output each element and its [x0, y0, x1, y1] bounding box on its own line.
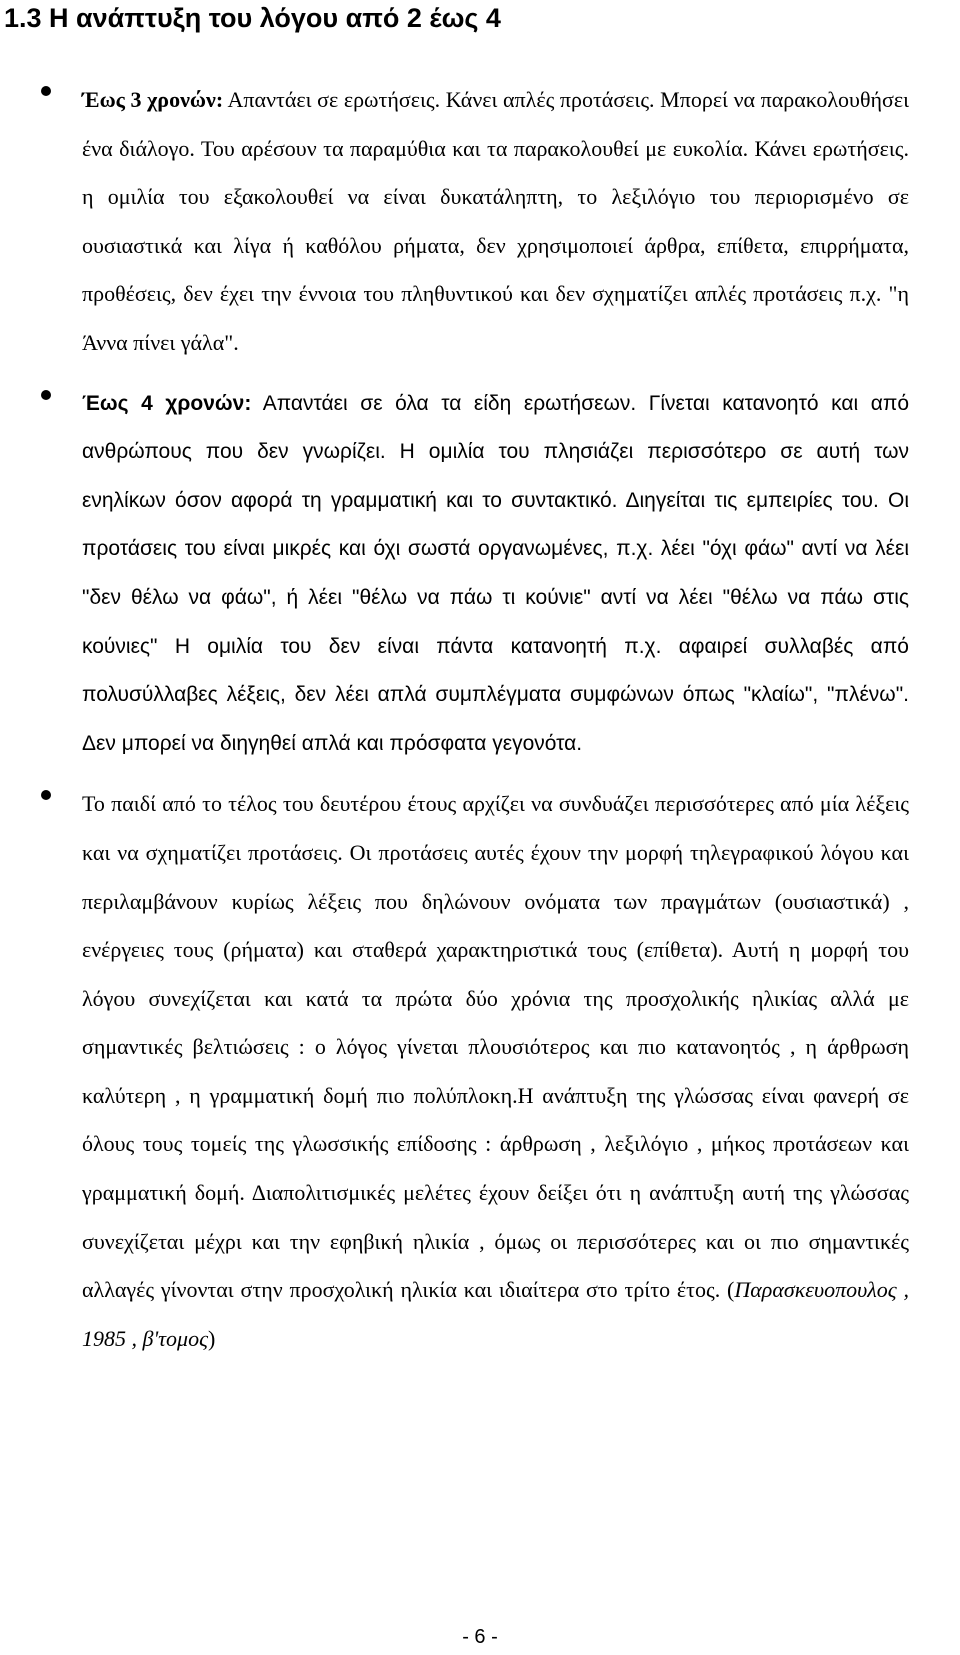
bullet-item-age-3: [0, 76, 909, 368]
bullet-item-development: [0, 780, 909, 1363]
bullet-body: Το παιδί από το τέλος του δευτέρου έτους αρχίζει να συνδυάζει περισσότερες από μία λέξεις και να σχηματίζει προτάσεις. Οι προτάσεις αυτές έχουν την μορφή τηλεγραφικού λόγου και περιλαμβάνουν κυρίως λέξεις που δηλώνουν ονόματα των πραγμάτων (ουσιαστικά) , ενέργειες τους (ρήματα) και σταθερά χαρακτηριστικά τους (επίθετα). Αυτή η μορφή του λόγου συνεχίζεται και κατά τα πρώτα δύο χρόνια της προσχολικής ηλικίας αλλά με σημαντικές βελτιώσεις : ο λόγος γίνεται πλουσιότερος και πιο κατανοητός , η άρθρωση καλύτερη , η γραμματική δομή πιο πολύπλοκη.Η ανάπτυξη της γλώσσας είναι φανερή σε όλους τους τομείς της γλωσσικής επίδοσης : άρθρωση , λεξιλόγιο , μήκος προτάσεων και γραμματική δομή. Διαπολιτισμικές μελέτες έχουν δείξει ότι η ανάπτυξη αυτή της γλώσσας συνεχίζεται μέχρι και την εφηβική ηλικία , όμως οι περισσότερες και οι πιο σημαντικές αλλαγές γίνονται στην προσχολική ηλικία και ιδιαίτερα στο τρίτο έτος. (: [82, 791, 909, 1303]
section-title: 1.3 Η ανάπτυξη του λόγου από 2 έως 4: [4, 3, 501, 33]
bullet-text: [82, 380, 909, 769]
bullet-list: [0, 76, 960, 1363]
bullet-text: [82, 780, 909, 1363]
bullet-dot-icon: [41, 390, 51, 400]
page-number: - 6 -: [462, 1626, 498, 1648]
bullet-lead: Έως 4 χρονών:: [82, 391, 252, 415]
bullet-item-age-4: [0, 380, 909, 769]
citation-close: ): [208, 1325, 216, 1351]
bullet-dot-icon: [41, 86, 51, 96]
bullet-body: Απαντάει σε όλα τα είδη ερωτήσεων. Γίνεται κατανοητό και από ανθρώπους που δεν γνωρίζει. Η ομιλία του πλησιάζει περισσότερο σε αυτή των ενηλίκων όσον αφορά τη γραμματική και το συντακτικό. Διηγείται τις εμπειρίες του. Οι προτάσεις του είναι μικρές και όχι σωστά οργανωμένες, π.χ. λέει "όχι φάω" αντί να λέει "δεν θέλω να φάω", ή λέει "θέλω να πάω τι κούνιε" αντί να λέει "θέλω να πάω στις κούνιες" Η ομιλία του δεν είναι πάντα κατανοητή π.χ. αφαιρεί συλλαβές από πολυσύλλαβες λέξεις, δεν λέει απλά συμπλέγματα συμφώνων όπως "κλαίω", "πλένω". Δεν μπορεί να διηγηθεί απλά και πρόσφατα γεγονότα.: [82, 391, 910, 755]
bullet-text: [82, 76, 909, 368]
bullet-body: Απαντάει σε ερωτήσεις. Κάνει απλές προτάσεις. Μπορεί να παρακολουθήσει ένα διάλογο. Του αρέσουν τα παραμύθια και τα παρακολουθεί με ευκολία. Κάνει ερωτήσεις. η ομιλία του εξακολουθεί να είναι δυκατάληπτη, το λεξιλόγιο του περιορισμένο σε ουσιαστικά και λίγα ή καθόλου ρήματα, δεν χρησιμοποιεί άρθρα, επίθετα, επιρρήματα, προθέσεις, δεν έχει την έννοια του πληθυντικού και δεν σχηματίζει απλές προτάσεις π.χ. "η Άννα πίνει γάλα".: [82, 87, 910, 355]
bullet-lead: Έως 3 χρονών:: [82, 87, 224, 112]
bullet-dot-icon: [41, 790, 51, 800]
citation: Παρασκευοπουλος , 1985 , β'τομος: [82, 1277, 909, 1351]
